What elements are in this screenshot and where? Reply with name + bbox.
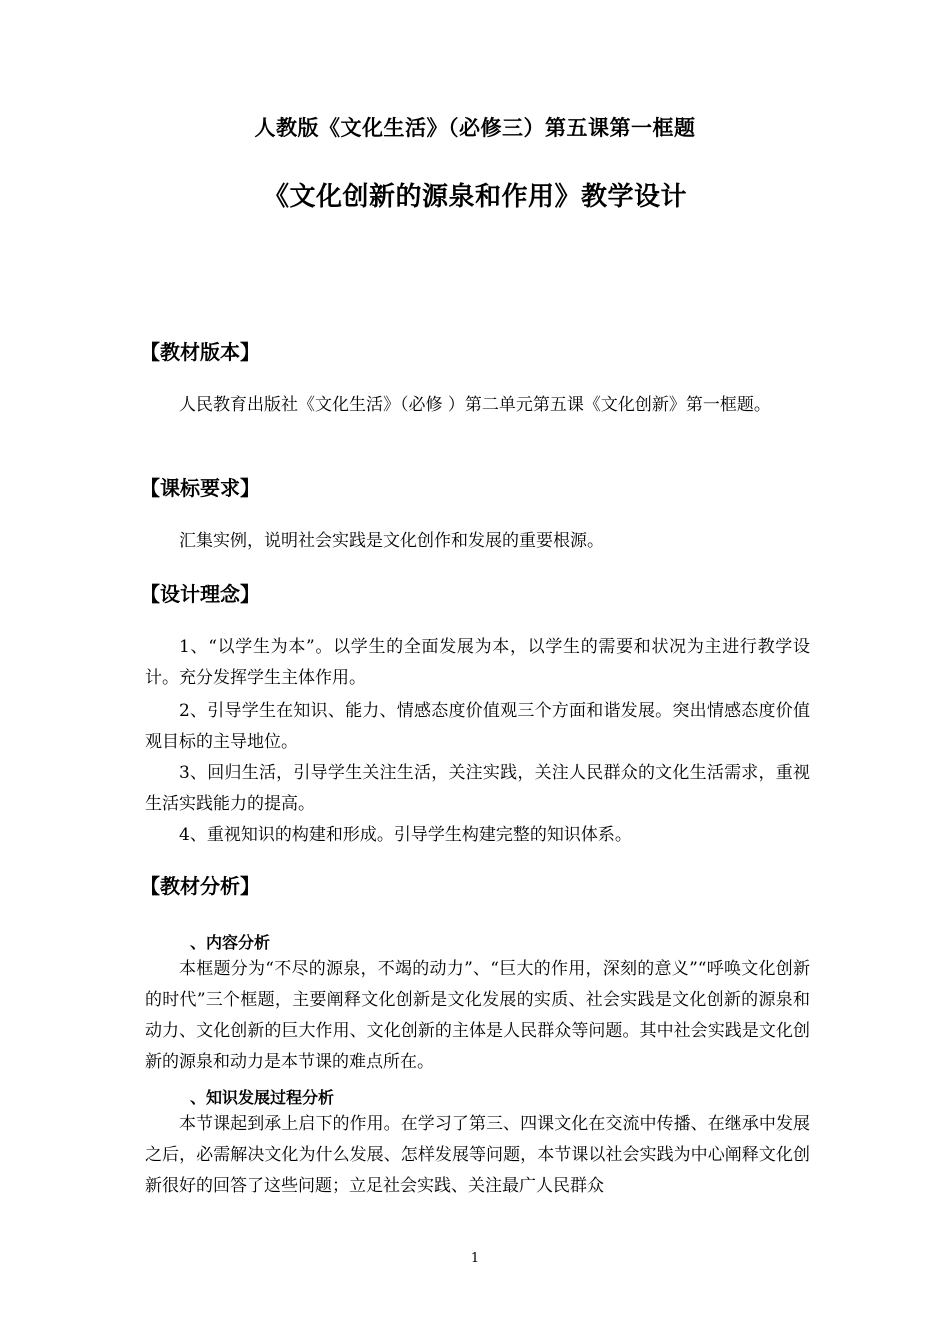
paragraph-textbook-version: 人民教育出版社《文化生活》（必修 ）第二单元第五课《文化创新》第一框题。: [179, 395, 771, 415]
page-number: 1: [470, 1251, 480, 1266]
section-heading-design-philosophy: 【设计理念】: [140, 582, 260, 606]
subheading-content-analysis: 、内容分析: [190, 933, 271, 952]
document-title-line2: 《文化创新的源泉和作用》教学设计: [262, 182, 687, 212]
paragraph-design-point-3: 3、回归生活，引导学生关注生活，关注实践，关注人民群众的文化生活需求，重视生活实践能力的提高。: [145, 763, 810, 814]
paragraph-knowledge-development: 本节课起到承上启下的作用。在学习了第三、四课文化在交流中传播、在继承中发展之后，必需解决文化为什么发展、怎样发展等问题，本节课以社会实践为中心阐释文化创新很好的回答了这些问题；立足社会实践、关注最广人民群众: [145, 1114, 810, 1196]
section-heading-curriculum-requirements: 【课标要求】: [140, 476, 260, 500]
paragraph-curriculum-requirements: 汇集实例，说明社会实践是文化创作和发展的重要根源。: [179, 531, 604, 551]
section-heading-textbook-analysis: 【教材分析】: [140, 874, 260, 898]
document-title-line1: 人教版《文化生活》（必修三）第五课第一框题: [254, 116, 696, 140]
subheading-knowledge-development: 、知识发展过程分析: [190, 1088, 335, 1107]
paragraph-design-point-1: 1、“以学生为本”。以学生的全面发展为本，以学生的需要和状况为主进行教学设计。充分发挥学生主体作用。: [145, 637, 810, 688]
section-heading-textbook-version: 【教材版本】: [140, 340, 260, 364]
paragraph-design-point-4: 4、重视知识的构建和形成。引导学生构建完整的知识体系。: [179, 825, 632, 845]
paragraph-design-point-2: 2、引导学生在知识、能力、情感态度价值观三个方面和谐发展。突出情感态度价值观目标的主导地位。: [145, 701, 810, 752]
paragraph-content-analysis: 本框题分为“不尽的源泉，不竭的动力”、“巨大的作用，深刻的意义”“呼唤文化创新的时代”三个框题，主要阐释文化创新是文化发展的实质、社会实践是文化创新的源泉和动力、文化创新的巨大作用、文化创新的主体是人民群众等问题。其中社会实践是文化创新的源泉和动力是本节课的难点所在。: [145, 959, 810, 1072]
